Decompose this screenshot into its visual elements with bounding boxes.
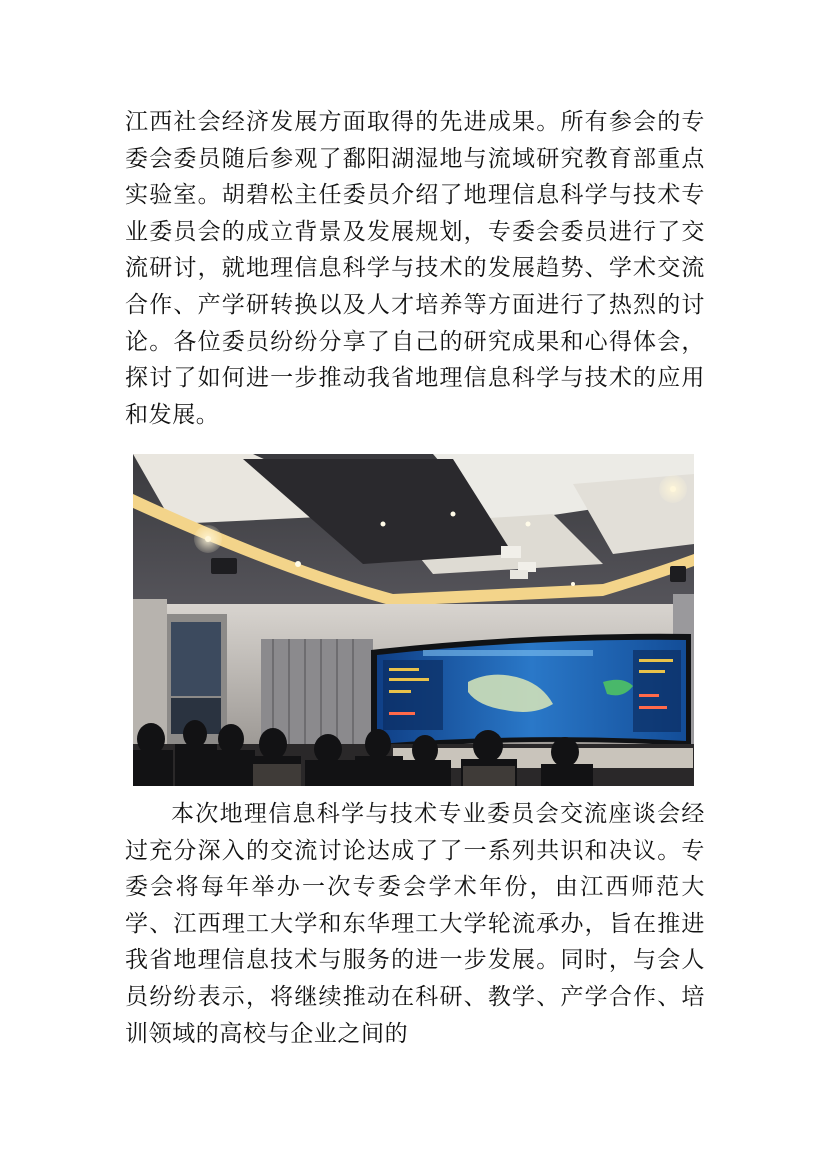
meeting-room-photo [133, 454, 694, 786]
paragraph-1: 江西社会经济发展方面取得的先进成果。所有参会的专委会委员随后参观了鄱阳湖湿地与流域研究教育部重点实验室。胡碧松主任委员介绍了地理信息科学与技术专业委员会的成立背景及发展规划，专委会委员进行了交流研讨，就地理信息科学与技术的发展趋势、学术交流合作、产学研转换以及人才培养等方面进行了热烈的讨论。各位委员纷纷分享了自己的研究成果和心得体会，探讨了如何进一步推动我省地理信息科学与技术的应用和发展。 [125, 109, 705, 428]
paragraph-2: 本次地理信息科学与技术专业委员会交流座谈会经过充分深入的交流讨论达成了了一系列共识和决议。专委会将每年举办一次专委会学术年份，由江西师范大学、江西理工大学和东华理工大学轮流承办，旨在推进我省地理信息技术与服务的进一步发展。同时，与会人员纷纷表示，将继续推动在科研、教学、产学合作、培训领域的高校与企业之间的 [125, 801, 705, 1047]
